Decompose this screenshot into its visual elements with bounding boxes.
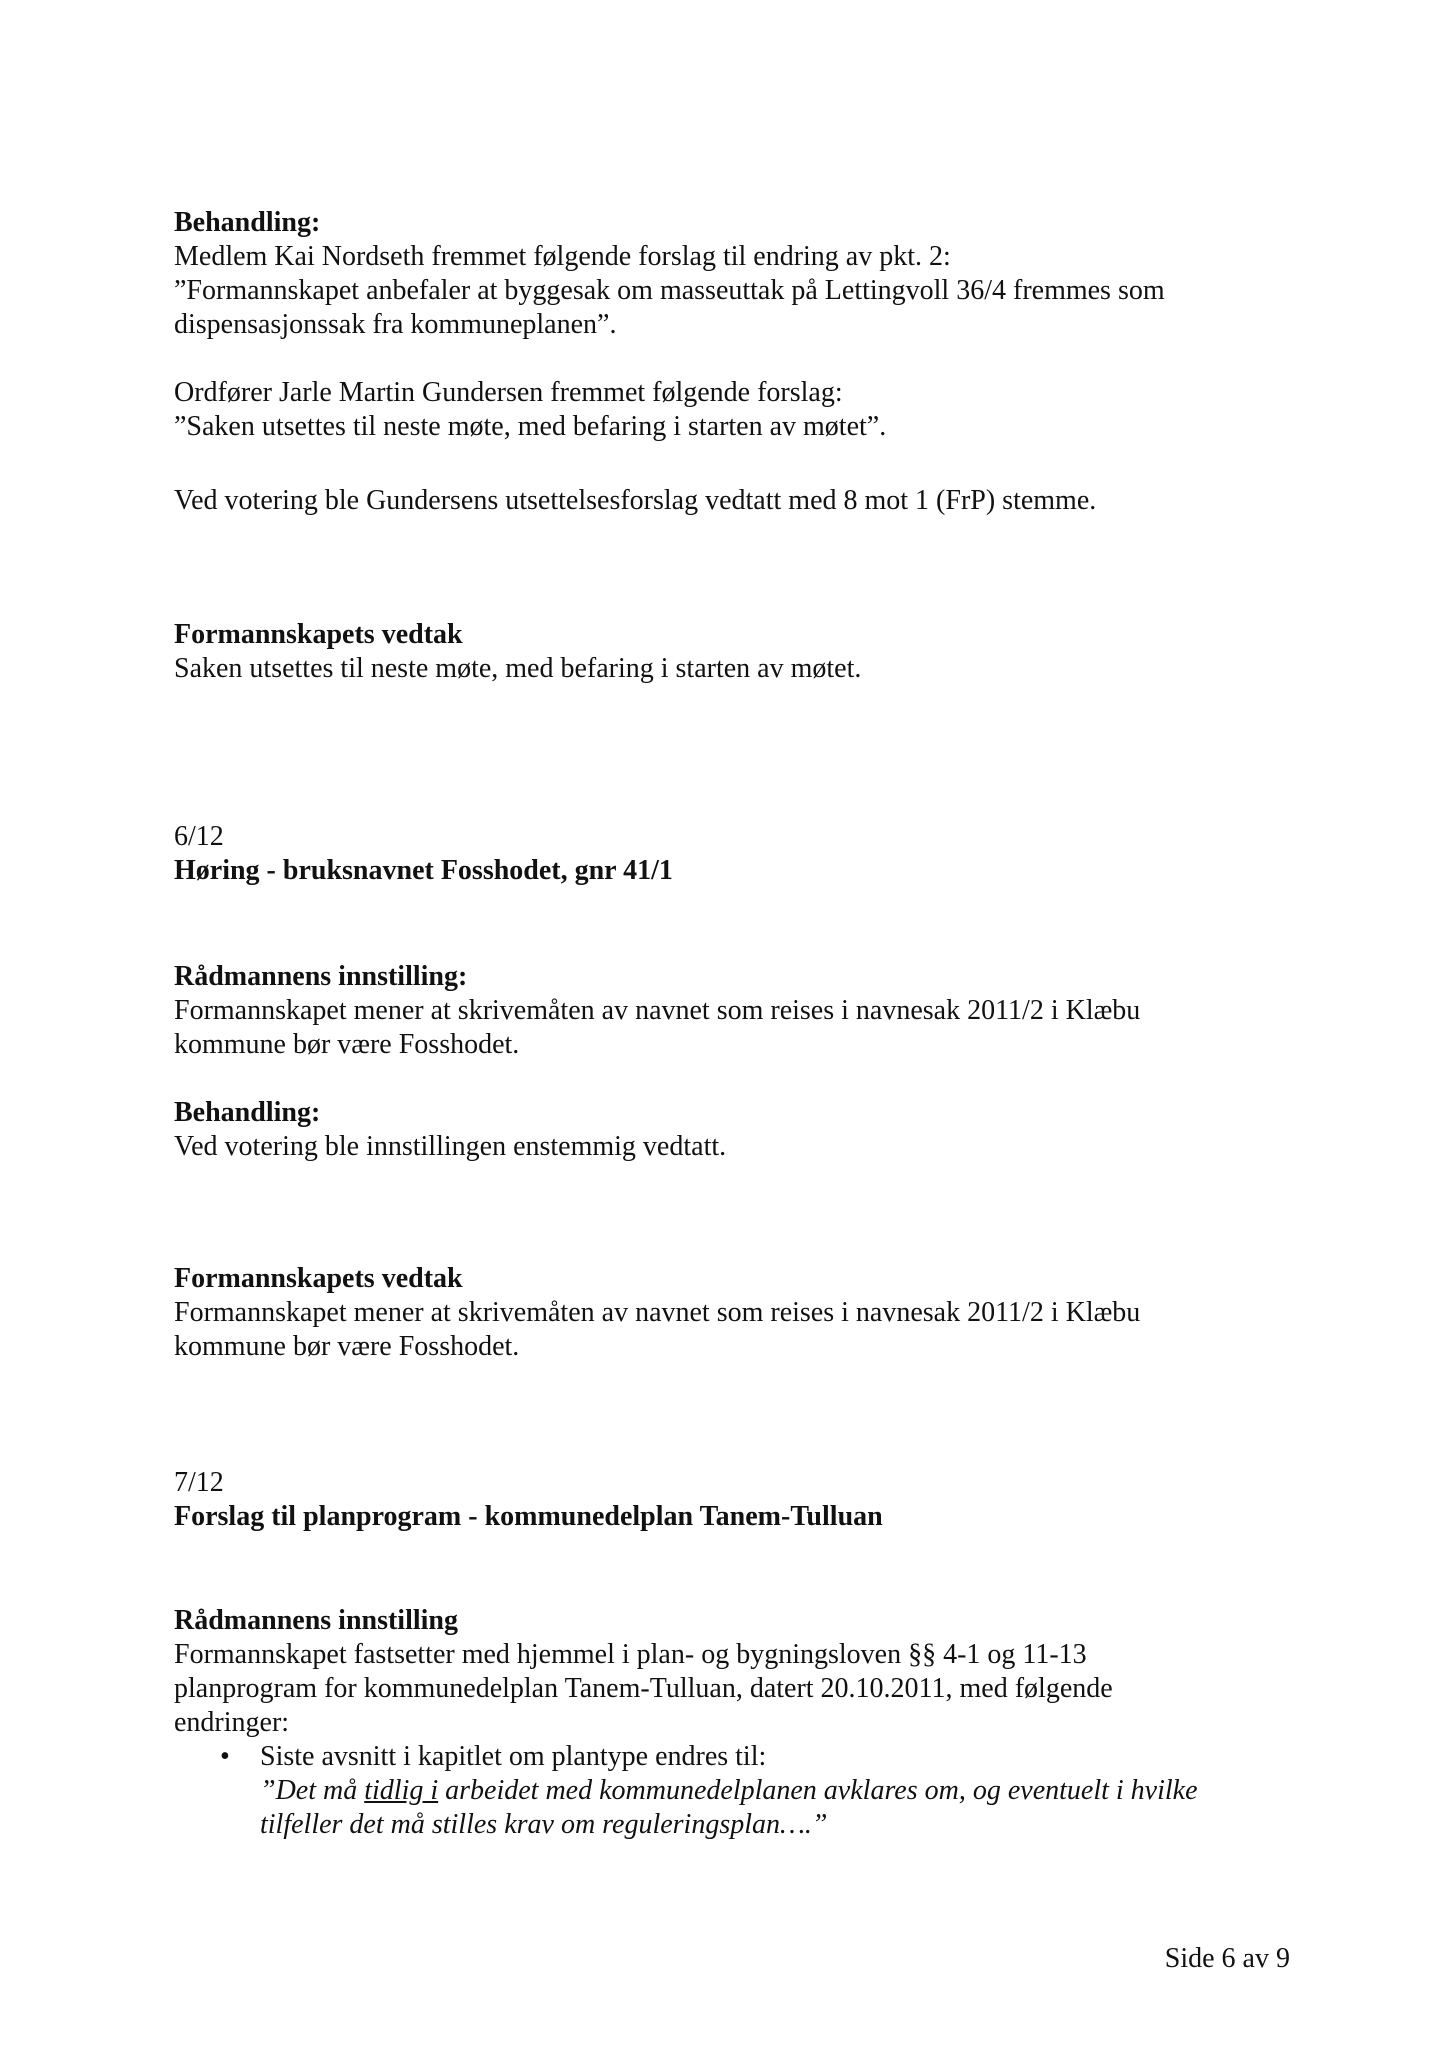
paragraph-line: Ved votering ble Gundersens utsettelsesforslag vedtatt med 8 mot 1 (FrP) stemme. (174, 485, 1097, 516)
page-number: Side 6 av 9 (1164, 1943, 1290, 1974)
case-header (174, 1466, 1314, 1534)
paragraph-line: Ordfører Jarle Martin Gundersen fremmet følgende forslag: (174, 377, 843, 408)
case-number: 6/12 (174, 821, 224, 852)
list-item-text: Siste avsnitt i kapitlet om plantype endres til: (260, 1741, 767, 1772)
quote-line (260, 1774, 1314, 1808)
section-heading: Formannskapets vedtak (174, 619, 463, 650)
paragraph-line: ”Formannskapet anbefaler at byggesak om masseuttak på Lettingvoll 36/4 fremmes som (174, 275, 1165, 306)
section-heading: Rådmannens innstilling (174, 1605, 458, 1636)
paragraph-line: Medlem Kai Nordseth fremmet følgende forslag til endring av pkt. 2: (174, 241, 951, 272)
innstilling-section (174, 960, 1314, 1062)
paragraph-line: Formannskapet mener at skrivemåten av navnet som reises i navnesak 2011/2 i Klæbu (174, 1297, 1141, 1328)
case-title: Forslag til planprogram - kommunedelplan Tanem-Tulluan (174, 1501, 883, 1532)
case-number: 7/12 (174, 1467, 224, 1498)
votering-paragraph (174, 484, 1314, 518)
paragraph-line: kommune bør være Fosshodet. (174, 1029, 520, 1060)
case-header (174, 820, 1314, 888)
quote-text: ”Det må (260, 1775, 365, 1806)
paragraph-line: Saken utsettes til neste møte, med befaring i starten av møtet. (174, 653, 862, 684)
paragraph-line: Formannskapet mener at skrivemåten av navnet som reises i navnesak 2011/2 i Klæbu (174, 995, 1141, 1026)
section-heading: Behandling: (174, 207, 321, 238)
case-title: Høring - bruksnavnet Fosshodet, gnr 41/1 (174, 855, 673, 886)
behandling-section (174, 1096, 1314, 1164)
section-heading: Rådmannens innstilling: (174, 961, 468, 992)
quote-line: tilfeller det må stilles krav om reguleringsplan….” (260, 1809, 828, 1840)
behandling-section (174, 206, 1314, 342)
innstilling-section (174, 1604, 1314, 1842)
quote-text: arbeidet med kommunedelplanen avklares om, og eventuelt i hvilke (438, 1775, 1198, 1806)
paragraph-line: dispensasjonssak fra kommuneplanen”. (174, 309, 617, 340)
paragraph-line: kommune bør være Fosshodet. (174, 1331, 520, 1362)
section-heading: Behandling: (174, 1097, 321, 1128)
bullet-icon: • (220, 1741, 230, 1772)
paragraph-line: Ved votering ble innstillingen enstemmig vedtatt. (174, 1131, 727, 1162)
paragraph-line: planprogram for kommunedelplan Tanem-Tulluan, datert 20.10.2011, med følgende (174, 1673, 1113, 1704)
list-item (174, 1740, 1314, 1842)
paragraph-line: ”Saken utsettes til neste møte, med befaring i starten av møtet”. (174, 411, 887, 442)
quote-underlined-text: tidlig i (364, 1775, 439, 1806)
paragraph-line: Formannskapet fastsetter med hjemmel i plan- og bygningsloven §§ 4-1 og 11-13 (174, 1639, 1087, 1670)
ordforer-proposal (174, 376, 1314, 444)
vedtak-section (174, 618, 1314, 686)
paragraph-line: endringer: (174, 1707, 290, 1738)
vedtak-section (174, 1262, 1314, 1364)
section-heading: Formannskapets vedtak (174, 1263, 463, 1294)
